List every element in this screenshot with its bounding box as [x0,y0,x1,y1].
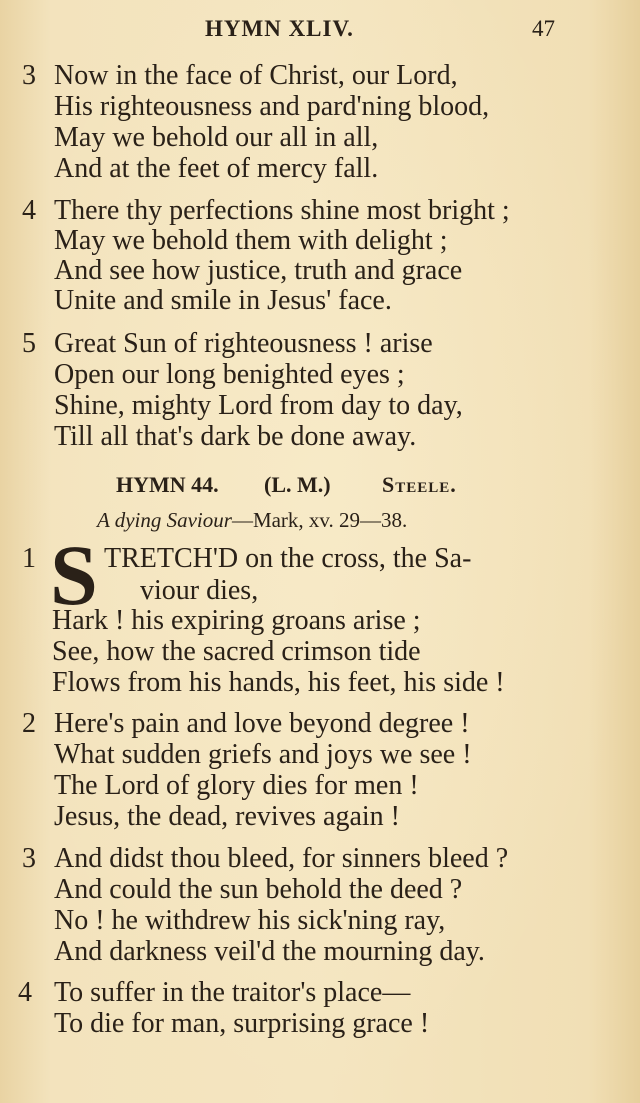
stanza-number: 4 [18,977,32,1008]
verse-line: To suffer in the traitor's place— [54,977,411,1008]
stanza-number: 3 [22,843,36,874]
verse-line: And could the sun behold the deed ? [54,874,463,905]
verse-line: viour dies, [140,575,259,606]
stanza-number: 3 [22,60,36,91]
hymn-meter: (L. M.) [264,472,331,497]
verse-line: Jesus, the dead, revives again ! [54,801,400,832]
hymn-author: Steele. [382,472,457,497]
verse-line: And at the feet of mercy fall. [54,153,379,184]
verse-line: Open our long benighted eyes ; [54,359,405,390]
verse-line: TRETCH'D on the cross, the Sa- [104,543,472,574]
verse-line: See, how the sacred crimson tide [52,636,421,667]
verse-line: What sudden griefs and joys we see ! [54,739,472,770]
verse-line: Flows from his hands, his feet, his side ! [52,667,505,698]
hymn-heading [0,472,640,504]
verse-line: His righteousness and pard'ning blood, [54,91,490,122]
verse-line: Here's pain and love beyond degree ! [54,708,470,739]
stanza-number: 1 [22,543,36,574]
verse-line: And darkness veil'd the mourning day. [54,936,485,967]
verse-line: May we behold them with delight ; [54,225,448,256]
verse-line: Unite and smile in Jesus' face. [54,285,392,316]
hymn-subtitle [97,508,407,533]
stanza-number: 2 [22,708,36,739]
verse-line: To die for man, surprising grace ! [54,1008,430,1039]
verse-line: And didst thou bleed, for sinners bleed ? [54,843,509,874]
verse-line: Now in the face of Christ, our Lord, [54,60,458,91]
stanza-number: 4 [22,195,36,226]
page-number: 47 [532,16,555,41]
verse-line: May we behold our all in all, [54,122,379,153]
verse-line: Great Sun of righteousness ! arise [54,328,433,359]
subtitle-topic: A dying Saviour [97,508,232,532]
hymn-title: HYMN 44. [116,472,219,497]
stanza-number: 5 [22,328,36,359]
verse-line: Till all that's dark be done away. [54,421,417,452]
drop-cap: S [50,527,98,623]
verse-line: No ! he withdrew his sick'ning ray, [54,905,446,936]
page-header [0,16,640,50]
verse-line: Hark ! his expiring groans arise ; [52,605,421,636]
running-title: HYMN XLIV. [205,16,354,41]
verse-line: There thy perfections shine most bright ; [54,195,510,226]
verse-line: And see how justice, truth and grace [54,255,463,286]
verse-line: The Lord of glory dies for men ! [54,770,419,801]
verse-line: Shine, mighty Lord from day to day, [54,390,463,421]
scripture-reference: —Mark, xv. 29—38. [231,508,408,532]
